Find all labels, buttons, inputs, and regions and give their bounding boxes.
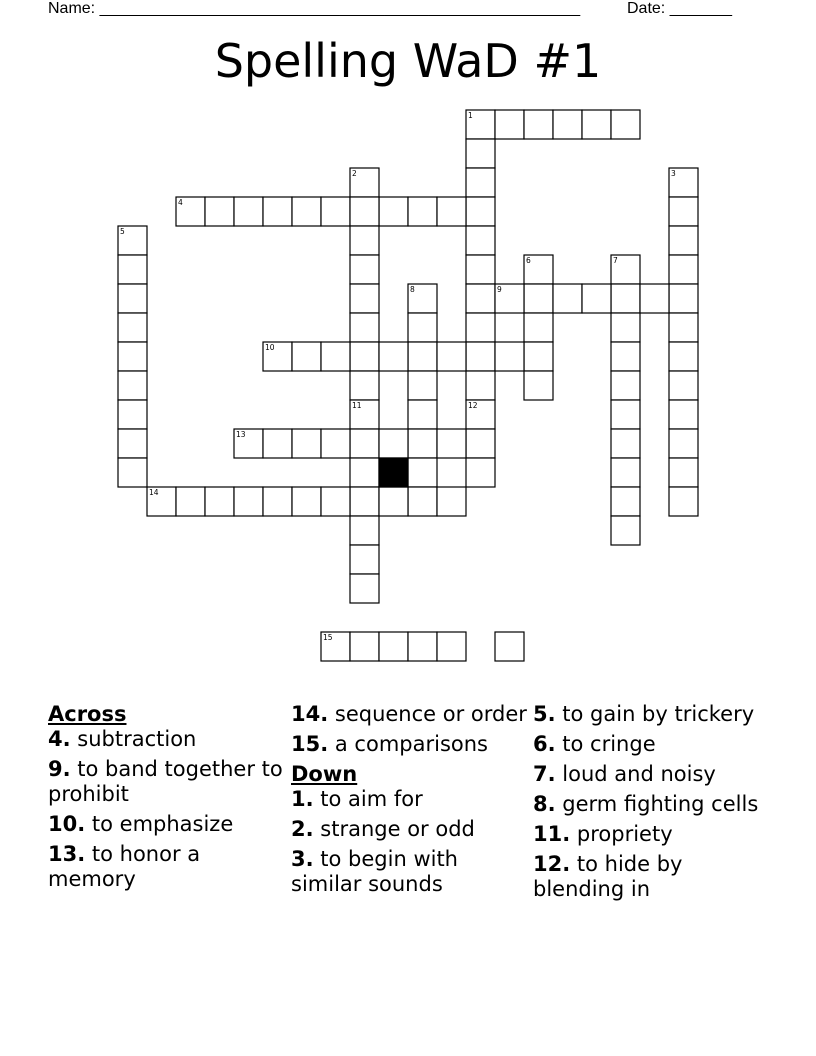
clue-text: germ fighting cells	[562, 792, 759, 816]
grid-cell[interactable]	[669, 313, 698, 342]
grid-cell[interactable]	[118, 284, 147, 313]
grid-cell[interactable]	[118, 400, 147, 429]
clue-number: 9.	[48, 757, 71, 781]
grid-cell[interactable]	[350, 226, 379, 255]
grid-cell[interactable]	[495, 342, 524, 371]
grid-cell[interactable]	[118, 458, 147, 487]
name-field-label: Name: ______________________________________________________	[48, 0, 581, 17]
clue-text: to hide by blending in	[533, 852, 683, 901]
clue-down-12	[533, 852, 773, 902]
grid-cell[interactable]	[466, 197, 495, 226]
grid-cell[interactable]	[669, 342, 698, 371]
grid-cell[interactable]	[408, 458, 437, 487]
clue-number: 12.	[533, 852, 571, 876]
grid-cell[interactable]	[669, 487, 698, 516]
grid-cell[interactable]	[611, 371, 640, 400]
cell-number: 7	[613, 256, 618, 265]
clue-text: a comparisons	[334, 732, 488, 756]
grid-cell[interactable]	[611, 110, 640, 139]
grid-cell[interactable]	[292, 429, 321, 458]
grid-cell[interactable]	[466, 168, 495, 197]
cell-number: 5	[120, 227, 125, 236]
clue-down-7	[533, 762, 773, 787]
grid-cell[interactable]	[524, 313, 553, 342]
grid-cell[interactable]	[669, 255, 698, 284]
grid-cell[interactable]	[466, 371, 495, 400]
grid-cell[interactable]	[466, 255, 495, 284]
clue-text: sequence or order	[334, 702, 527, 726]
clue-number: 4.	[48, 727, 71, 751]
grid-cell[interactable]	[466, 429, 495, 458]
grid-cell[interactable]	[176, 487, 205, 516]
grid-cell[interactable]	[437, 197, 466, 226]
grid-cell[interactable]	[408, 342, 437, 371]
clue-text: to band together to prohibit	[48, 757, 283, 806]
clue-across-9	[48, 757, 283, 807]
grid-cell[interactable]	[408, 400, 437, 429]
cell-number: 9	[497, 285, 502, 294]
grid-cell[interactable]	[466, 226, 495, 255]
grid-cell[interactable]	[669, 284, 698, 313]
grid-cell[interactable]	[292, 487, 321, 516]
clue-text: to gain by trickery	[562, 702, 755, 726]
clue-down-3	[291, 847, 527, 897]
grid-cell[interactable]	[263, 487, 292, 516]
grid-cell[interactable]	[466, 139, 495, 168]
clue-text: loud and noisy	[562, 762, 716, 786]
clue-down-2	[291, 817, 527, 842]
grid-cell[interactable]	[611, 342, 640, 371]
clue-across-15	[291, 732, 527, 757]
grid-cell[interactable]	[611, 487, 640, 516]
clue-number: 6.	[533, 732, 556, 756]
clue-number: 3.	[291, 847, 314, 871]
grid-cell[interactable]	[118, 429, 147, 458]
grid-cell[interactable]	[669, 400, 698, 429]
cell-number: 14	[149, 488, 159, 497]
cell-number: 13	[236, 430, 246, 439]
grid-cell[interactable]	[669, 197, 698, 226]
grid-cell[interactable]	[524, 110, 553, 139]
grid-cell[interactable]	[495, 110, 524, 139]
clue-text: to honor a memory	[48, 842, 201, 891]
clue-down-11	[533, 822, 773, 847]
clue-text: to emphasize	[91, 812, 234, 836]
cell-number: 12	[468, 401, 478, 410]
grid-cell[interactable]	[321, 342, 350, 371]
cell-number: 10	[265, 343, 275, 352]
grid-cell[interactable]	[350, 255, 379, 284]
grid-cell[interactable]	[437, 632, 466, 661]
grid-cell[interactable]	[350, 342, 379, 371]
date-field-label: Date: _______	[627, 0, 732, 17]
grid-cell[interactable]	[379, 632, 408, 661]
grid-cell[interactable]	[611, 429, 640, 458]
clue-column-2	[291, 702, 527, 902]
grid-cell[interactable]	[582, 284, 611, 313]
clue-text: to aim for	[320, 787, 423, 811]
grid-cell[interactable]	[524, 284, 553, 313]
grid-cell[interactable]	[669, 458, 698, 487]
grid-cell[interactable]	[350, 458, 379, 487]
grid-cell[interactable]	[350, 545, 379, 574]
grid-cell[interactable]	[379, 487, 408, 516]
cell-number: 1	[468, 111, 473, 120]
grid-cell[interactable]	[350, 313, 379, 342]
grid-cell[interactable]	[437, 342, 466, 371]
clue-number: 1.	[291, 787, 314, 811]
grid-cell[interactable]	[437, 429, 466, 458]
grid-cell[interactable]	[611, 458, 640, 487]
puzzle-title: Spelling WaD #1	[214, 34, 602, 88]
clue-down-8	[533, 792, 773, 817]
grid-cell[interactable]	[408, 632, 437, 661]
grid-cell[interactable]	[379, 429, 408, 458]
grid-cell[interactable]	[263, 429, 292, 458]
grid-cell[interactable]	[466, 458, 495, 487]
grid-cell[interactable]	[611, 400, 640, 429]
clue-across-14	[291, 702, 527, 727]
clue-number: 2.	[291, 817, 314, 841]
grid-cell[interactable]	[611, 284, 640, 313]
grid-cell[interactable]	[263, 197, 292, 226]
cell-number: 4	[178, 198, 183, 207]
grid-cell[interactable]	[640, 284, 669, 313]
clue-number: 10.	[48, 812, 86, 836]
grid-cell[interactable]	[350, 197, 379, 226]
grid-cell[interactable]	[466, 342, 495, 371]
grid-cell[interactable]	[408, 487, 437, 516]
clue-column-3	[533, 702, 773, 907]
grid-cell[interactable]	[205, 487, 234, 516]
clue-down-5	[533, 702, 773, 727]
clue-number: 15.	[291, 732, 329, 756]
clue-across-13	[48, 842, 283, 892]
clue-text: to begin with similar sounds	[291, 847, 458, 896]
grid-cell[interactable]	[466, 313, 495, 342]
grid-cell[interactable]	[669, 226, 698, 255]
clue-number: 8.	[533, 792, 556, 816]
grid-cell[interactable]	[350, 371, 379, 400]
grid-cell[interactable]	[205, 197, 234, 226]
grid-cell[interactable]	[495, 632, 524, 661]
clue-text: propriety	[576, 822, 673, 846]
grid-cell[interactable]	[669, 429, 698, 458]
grid-cell[interactable]	[379, 197, 408, 226]
grid-cell[interactable]	[234, 487, 263, 516]
clue-across-4	[48, 727, 283, 752]
grid-cell[interactable]	[408, 429, 437, 458]
grid-cell[interactable]	[553, 284, 582, 313]
grid-cell[interactable]	[118, 342, 147, 371]
clue-down-1	[291, 787, 527, 812]
clue-number: 5.	[533, 702, 556, 726]
cell-number: 6	[526, 256, 531, 265]
grid-cell[interactable]	[553, 110, 582, 139]
down-heading: Down	[291, 762, 358, 786]
grid-cell[interactable]	[437, 487, 466, 516]
grid-cell[interactable]	[234, 197, 263, 226]
clue-column-1	[48, 702, 283, 897]
grid-cell[interactable]	[611, 313, 640, 342]
grid-cell[interactable]	[321, 429, 350, 458]
clue-number: 11.	[533, 822, 571, 846]
grid-cell[interactable]	[321, 487, 350, 516]
clue-text: subtraction	[77, 727, 197, 751]
grid-cell[interactable]	[669, 371, 698, 400]
grid-cell[interactable]	[118, 371, 147, 400]
grid-cell[interactable]	[611, 516, 640, 545]
clue-number: 7.	[533, 762, 556, 786]
grid-cell[interactable]	[118, 313, 147, 342]
grid-cell[interactable]	[292, 342, 321, 371]
grid-cell[interactable]	[524, 342, 553, 371]
grid-cell[interactable]	[350, 516, 379, 545]
clue-down-6	[533, 732, 773, 757]
clue-text: strange or odd	[320, 817, 475, 841]
cell-number: 2	[352, 169, 357, 178]
grid-cell[interactable]	[350, 429, 379, 458]
clue-across-10	[48, 812, 283, 837]
grid-cell[interactable]	[582, 110, 611, 139]
grid-cell[interactable]	[321, 197, 350, 226]
grid-cell[interactable]	[350, 284, 379, 313]
grid-cell[interactable]	[524, 371, 553, 400]
clue-number: 13.	[48, 842, 86, 866]
grid-cell[interactable]	[118, 255, 147, 284]
cell-number: 3	[671, 169, 676, 178]
grid-cell[interactable]	[350, 487, 379, 516]
across-heading: Across	[48, 702, 127, 726]
grid-cell[interactable]	[350, 574, 379, 603]
grid-cell[interactable]	[408, 197, 437, 226]
clue-text: to cringe	[562, 732, 656, 756]
grid-cell[interactable]	[466, 284, 495, 313]
grid-cell-black	[379, 458, 408, 487]
grid-cell[interactable]	[379, 342, 408, 371]
cell-number: 11	[352, 401, 362, 410]
grid-cell[interactable]	[408, 371, 437, 400]
grid-cell[interactable]	[350, 632, 379, 661]
clue-number: 14.	[291, 702, 329, 726]
cell-number: 15	[323, 633, 333, 642]
grid-cell[interactable]	[408, 313, 437, 342]
cell-number: 8	[410, 285, 415, 294]
grid-cell[interactable]	[292, 197, 321, 226]
